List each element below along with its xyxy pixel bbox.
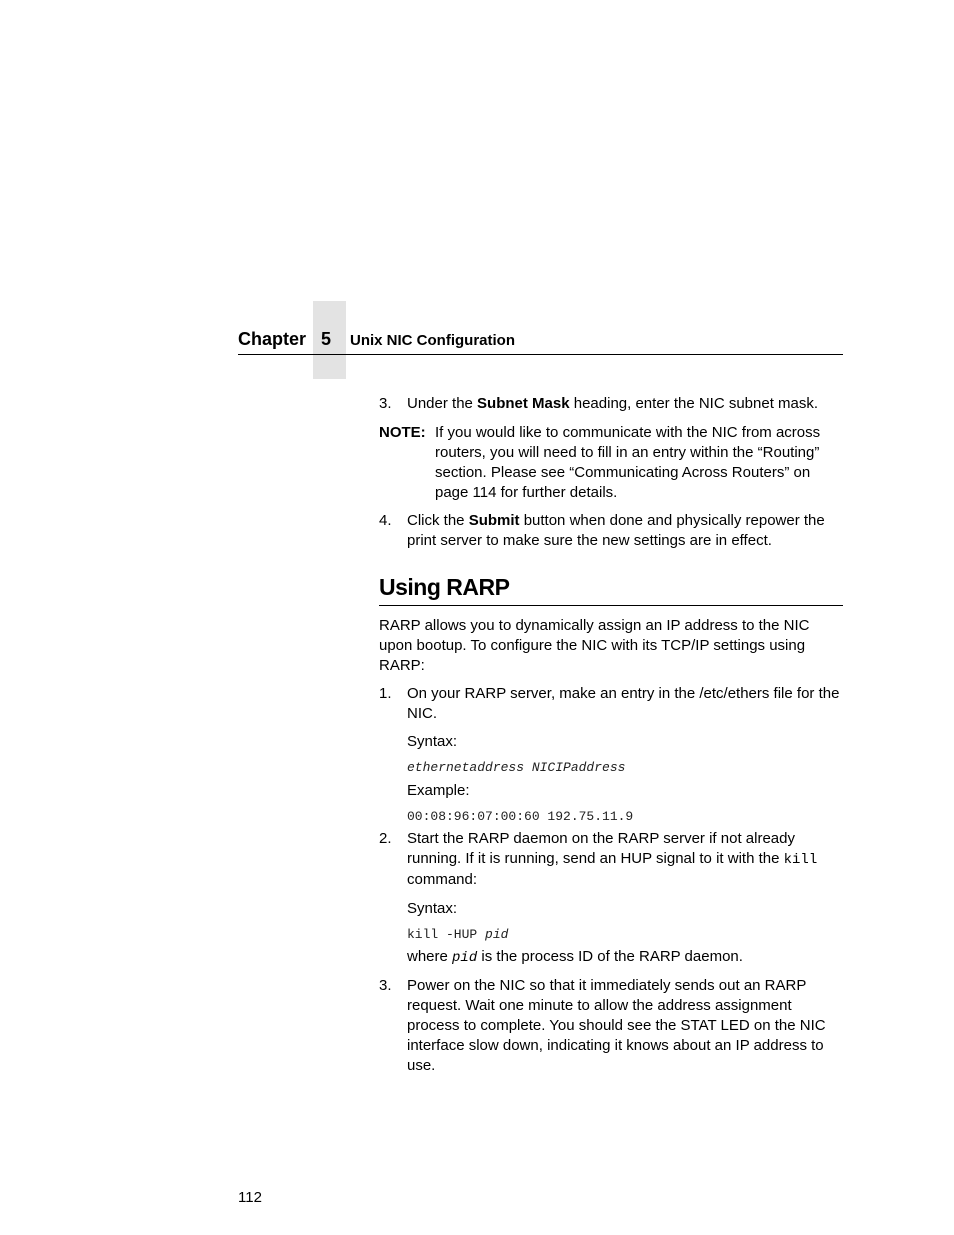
example-label: Example: [407, 782, 470, 799]
syntax-code [407, 759, 843, 777]
rarp-step-3 [379, 976, 843, 1076]
step-text: Click the [407, 512, 469, 529]
step-text-before: Start the RARP daemon on the RARP server if not already running. If it is running, send an HUP signal to it with the [407, 830, 795, 867]
chapter-title: Unix NIC Configuration [350, 332, 515, 349]
step-number: 1. [379, 685, 392, 702]
step-text: Under the [407, 395, 478, 412]
step-text: Power on the NIC so that it immediately sends out an RARP request. Wait one minute to allow the address assignment process to complete. You should see the STAT LED on the NIC interface slow down, indicating it knows about an IP address to use. [407, 977, 826, 1074]
chapter-number: 5 [321, 329, 332, 349]
step-number: 3. [379, 977, 392, 994]
step-bold-term: Submit [468, 512, 520, 529]
step-subnet-mask [379, 394, 843, 414]
body-column [379, 394, 843, 1076]
syntax-label: Syntax: [407, 733, 458, 750]
step-number: 3. [379, 395, 392, 412]
rarp-step-1 [379, 684, 843, 826]
inline-code: kill [783, 852, 818, 868]
where-code: pid [452, 950, 478, 966]
page-number: 112 [238, 1189, 262, 1206]
step-number: 2. [379, 830, 392, 847]
syntax-code-text: ethernetaddress NICIPaddress [407, 760, 626, 775]
syntax-code [407, 926, 843, 944]
step-submit [379, 511, 843, 551]
note-text: If you would like to communicate with the NIC from across routers, you will need to fill in an entry within the “Routing” section. Please see “Communicating Across Routers” on page 114 for further details. [435, 424, 821, 501]
step-text [407, 829, 843, 890]
where-text-before: where [407, 948, 453, 965]
section-intro: RARP allows you to dynamically assign an IP address to the NIC upon bootup. To configure the NIC with its TCP/IP settings using RARP: [379, 617, 810, 674]
note-label: NOTE: [379, 424, 426, 441]
step-text: button when done and physically repower the print server to make sure the new settings are in effect. [407, 512, 825, 549]
syntax-code-plain: kill -HUP [407, 927, 486, 942]
header-rule [238, 354, 843, 355]
where-line [407, 947, 843, 968]
note-block [379, 423, 843, 503]
step-number: 4. [379, 512, 392, 529]
syntax-code-italic: pid [485, 927, 509, 942]
step-text: On your RARP server, make an entry in the /etc/ethers file for the NIC. [407, 685, 840, 722]
step-text: heading, enter the NIC subnet mask. [569, 395, 819, 412]
rarp-step-2 [379, 829, 843, 968]
chapter-label: Chapter [238, 329, 307, 349]
syntax-label: Syntax: [407, 900, 458, 917]
section-heading: Using RARP [379, 573, 843, 606]
step-bold-term: Subnet Mask [477, 395, 570, 412]
step-text-after: command: [407, 871, 478, 888]
example-code: 00:08:96:07:00:60 192.75.11.9 [407, 809, 634, 824]
where-text-after: is the process ID of the RARP daemon. [477, 948, 743, 965]
